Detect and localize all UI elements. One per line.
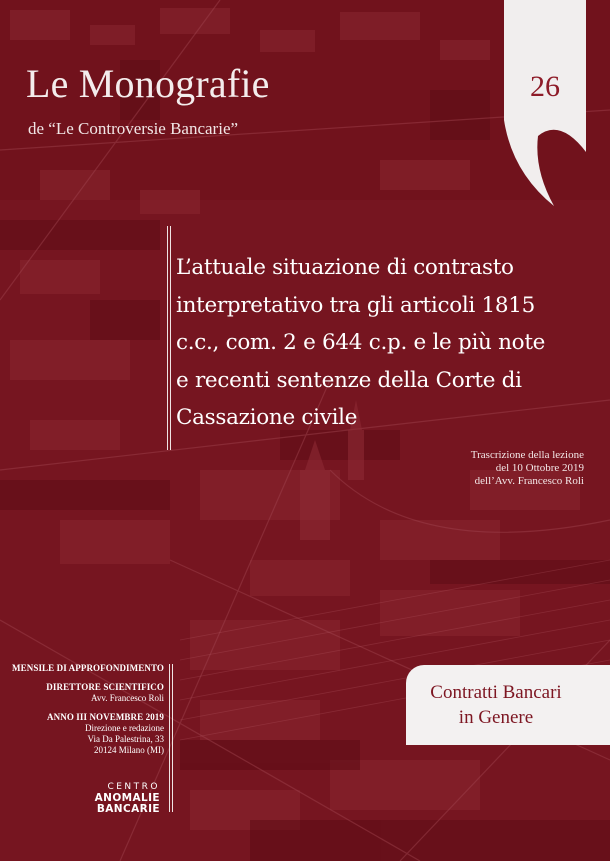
series-subtitle: de “Le Controversie Bancarie” xyxy=(28,119,239,138)
office-label: Direzione e redazione xyxy=(85,723,164,733)
periodical-type: MENSILE DI APPROFONDIMENTO xyxy=(12,663,164,673)
title-divider xyxy=(167,226,168,450)
address-line: 20124 Milano (MI) xyxy=(94,745,164,755)
main-title-line: L’attuale situazione di contrasto xyxy=(176,255,514,280)
director-name: Avv. Francesco Roli xyxy=(91,693,164,703)
main-title-line: c.c., com. 2 e 644 c.p. e le più note xyxy=(176,330,546,355)
logo-line: BANCARIE xyxy=(96,803,160,815)
logo-line: ANOMALIE xyxy=(94,792,160,804)
masthead xyxy=(5,663,164,756)
title-divider xyxy=(170,226,171,450)
lecture-note-line: Trascrizione della lezione xyxy=(470,449,584,461)
main-title-line: Cassazione civile xyxy=(176,405,358,430)
issue-number: 26 xyxy=(530,70,560,103)
masthead-divider xyxy=(169,664,170,812)
main-title-line: interpretativo tra gli articoli 1815 xyxy=(176,292,536,318)
main-title-line: e recenti sentenze della Corte di xyxy=(176,367,522,393)
address-line: Via Da Palestrina, 33 xyxy=(87,734,164,744)
logo-line: CENTRO xyxy=(107,782,160,792)
category-label xyxy=(406,680,586,730)
category-line: Contratti Bancari xyxy=(430,682,562,703)
main-title xyxy=(176,249,601,437)
masthead-divider xyxy=(172,664,173,812)
lecture-note xyxy=(471,449,584,488)
lecture-note-line: dell’Avv. Francesco Roli xyxy=(474,475,584,487)
category-line: in Genere xyxy=(458,707,534,728)
series-title: Le Monografie xyxy=(26,61,270,106)
lecture-note-line: del 10 Ottobre 2019 xyxy=(495,462,584,474)
director-label: DIRETTORE SCIENTIFICO xyxy=(46,682,164,692)
issue-date: ANNO III NOVEMBRE 2019 xyxy=(47,712,164,722)
publisher-logo xyxy=(80,782,160,815)
